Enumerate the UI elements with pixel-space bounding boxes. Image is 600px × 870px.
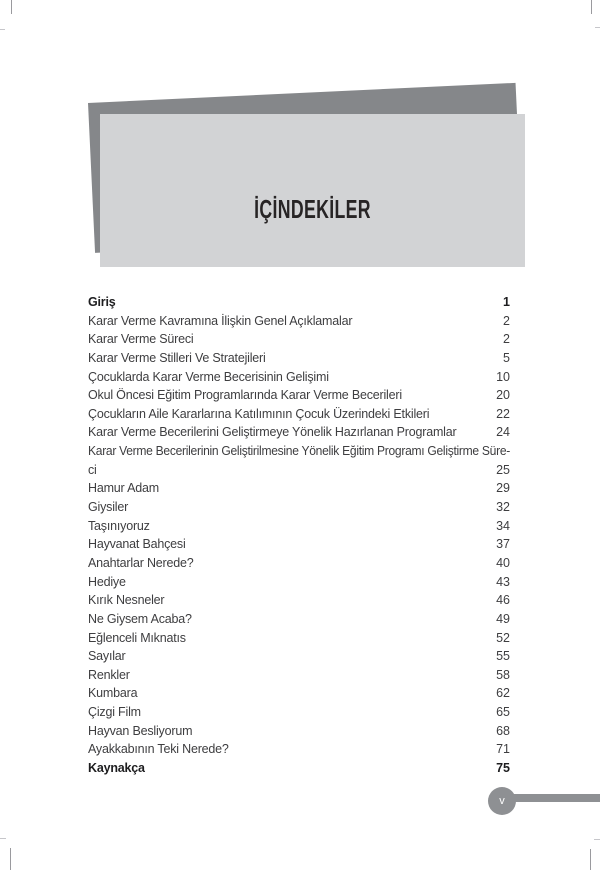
toc-entry-page: 20 <box>496 388 510 403</box>
toc-entry-label: Hayvan Besliyorum <box>88 723 193 738</box>
crop-mark-bottom-left-horizontal <box>0 838 6 839</box>
toc-entry-label: Anahtarlar Nerede? <box>88 555 194 570</box>
toc-entry <box>88 666 510 685</box>
toc-entry-page: 25 <box>496 462 510 477</box>
crop-mark-top-right-vertical <box>591 0 592 14</box>
toc-entry <box>88 740 510 759</box>
toc-entry-page: 22 <box>496 406 510 421</box>
toc-entry-label: Çocukların Aile Kararlarına Katılımının Çocuk Üzerindeki Etkileri <box>88 406 430 421</box>
toc-entry-page: 65 <box>496 705 510 720</box>
toc-list <box>88 293 510 778</box>
toc-entry-page: 29 <box>496 481 510 496</box>
toc-entry <box>88 610 510 629</box>
toc-entry-label-line1: Karar Verme Becerilerinin Geliştirilmesine Yönelik Eğitim Programı Geliştirme Süre- <box>88 444 510 459</box>
toc-entry <box>88 759 510 778</box>
crop-mark-top-right-horizontal <box>595 27 600 28</box>
toc-entry <box>88 517 510 536</box>
toc-entry <box>88 368 510 387</box>
crop-mark-top-left-horizontal <box>0 29 5 30</box>
toc-entry <box>88 349 510 368</box>
toc-entry-label: Kaynakça <box>88 761 145 776</box>
toc-entry-page: 62 <box>496 686 510 701</box>
toc-entry <box>88 312 510 331</box>
toc-entry-label: Karar Verme Becerilerini Geliştirmeye Yönelik Hazırlanan Programlar <box>88 425 457 440</box>
toc-entry-page: 75 <box>496 761 510 776</box>
toc-entry-label: Giriş <box>88 295 116 309</box>
toc-entry-label: Eğlenceli Mıknatıs <box>88 630 186 645</box>
toc-entry-page: 40 <box>496 555 510 570</box>
toc-entry-page: 55 <box>496 649 510 664</box>
toc-entry-page: 5 <box>503 350 510 365</box>
toc-entry-page: 68 <box>496 723 510 738</box>
toc-entry-label: Ayakkabının Teki Nerede? <box>88 742 229 757</box>
toc-entry <box>88 722 510 741</box>
toc-entry-label: Okul Öncesi Eğitim Programlarında Karar Verme Becerileri <box>88 388 402 403</box>
crop-mark-bottom-right-vertical <box>590 849 591 870</box>
toc-entry <box>88 330 510 349</box>
toc-entry-label: Çizgi Film <box>88 705 141 720</box>
toc-entry <box>88 591 510 610</box>
toc-entry-label-line2: ci <box>88 462 97 477</box>
toc-entry <box>88 647 510 666</box>
toc-entry-page: 37 <box>496 537 510 552</box>
toc-entry-label: Hamur Adam <box>88 481 159 496</box>
toc-entry <box>88 535 510 554</box>
toc-entry <box>88 684 510 703</box>
toc-entry <box>88 386 510 405</box>
toc-entry-label: Karar Verme Süreci <box>88 332 194 347</box>
toc-entry-label: Sayılar <box>88 649 126 664</box>
toc-entry-label: Karar Verme Stilleri Ve Stratejileri <box>88 350 266 365</box>
toc-entry <box>88 293 510 312</box>
toc-entry-page: 2 <box>503 332 510 347</box>
toc-entry-page: 52 <box>496 630 510 645</box>
banner-front-shape <box>100 114 525 267</box>
toc-entry-page: 43 <box>496 574 510 589</box>
toc-entry-page: 71 <box>496 742 510 757</box>
toc-entry-label: Hediye <box>88 574 126 589</box>
toc-entry-label: Kırık Nesneler <box>88 593 165 608</box>
page-title: İÇİNDEKİLER <box>254 194 371 224</box>
toc-entry <box>88 405 510 424</box>
toc-entry-label: Çocuklarda Karar Verme Becerisinin Gelişimi <box>88 369 329 384</box>
toc-entry-label: Ne Giysem Acaba? <box>88 611 192 626</box>
page-number: v <box>499 794 505 807</box>
toc-entry-page: 32 <box>496 500 510 515</box>
toc-entry-page: 2 <box>503 313 510 328</box>
toc-entry-page: 34 <box>496 518 510 533</box>
toc-entry-page: 10 <box>496 369 510 384</box>
toc-entry-label: Taşınıyoruz <box>88 518 150 533</box>
toc-entry-label: Hayvanat Bahçesi <box>88 537 186 552</box>
toc-entry-label: Giysiler <box>88 500 129 515</box>
toc-entry <box>88 423 510 442</box>
toc-entry <box>88 573 510 592</box>
toc-entry-continuation <box>88 461 510 480</box>
toc-entry-page: 49 <box>496 611 510 626</box>
toc-entry-label: Renkler <box>88 667 130 682</box>
toc-entry <box>88 629 510 648</box>
toc-entry-wrapped <box>88 442 510 479</box>
toc-entry <box>88 498 510 517</box>
toc-entry-page: 46 <box>496 593 510 608</box>
toc-entry-page: 1 <box>503 295 510 309</box>
page-number-badge <box>488 787 516 815</box>
toc-entry-page: 58 <box>496 667 510 682</box>
crop-mark-top-left-vertical <box>11 0 12 14</box>
crop-mark-bottom-right-horizontal <box>594 839 600 840</box>
toc-entry <box>88 554 510 573</box>
toc-entry <box>88 703 510 722</box>
toc-entry <box>88 479 510 498</box>
toc-entry-label: Kumbara <box>88 686 138 701</box>
toc-entry-label: Karar Verme Kavramına İlişkin Genel Açıklamalar <box>88 313 353 328</box>
crop-mark-bottom-left-vertical <box>10 848 11 870</box>
toc-entry-page: 24 <box>496 425 510 440</box>
